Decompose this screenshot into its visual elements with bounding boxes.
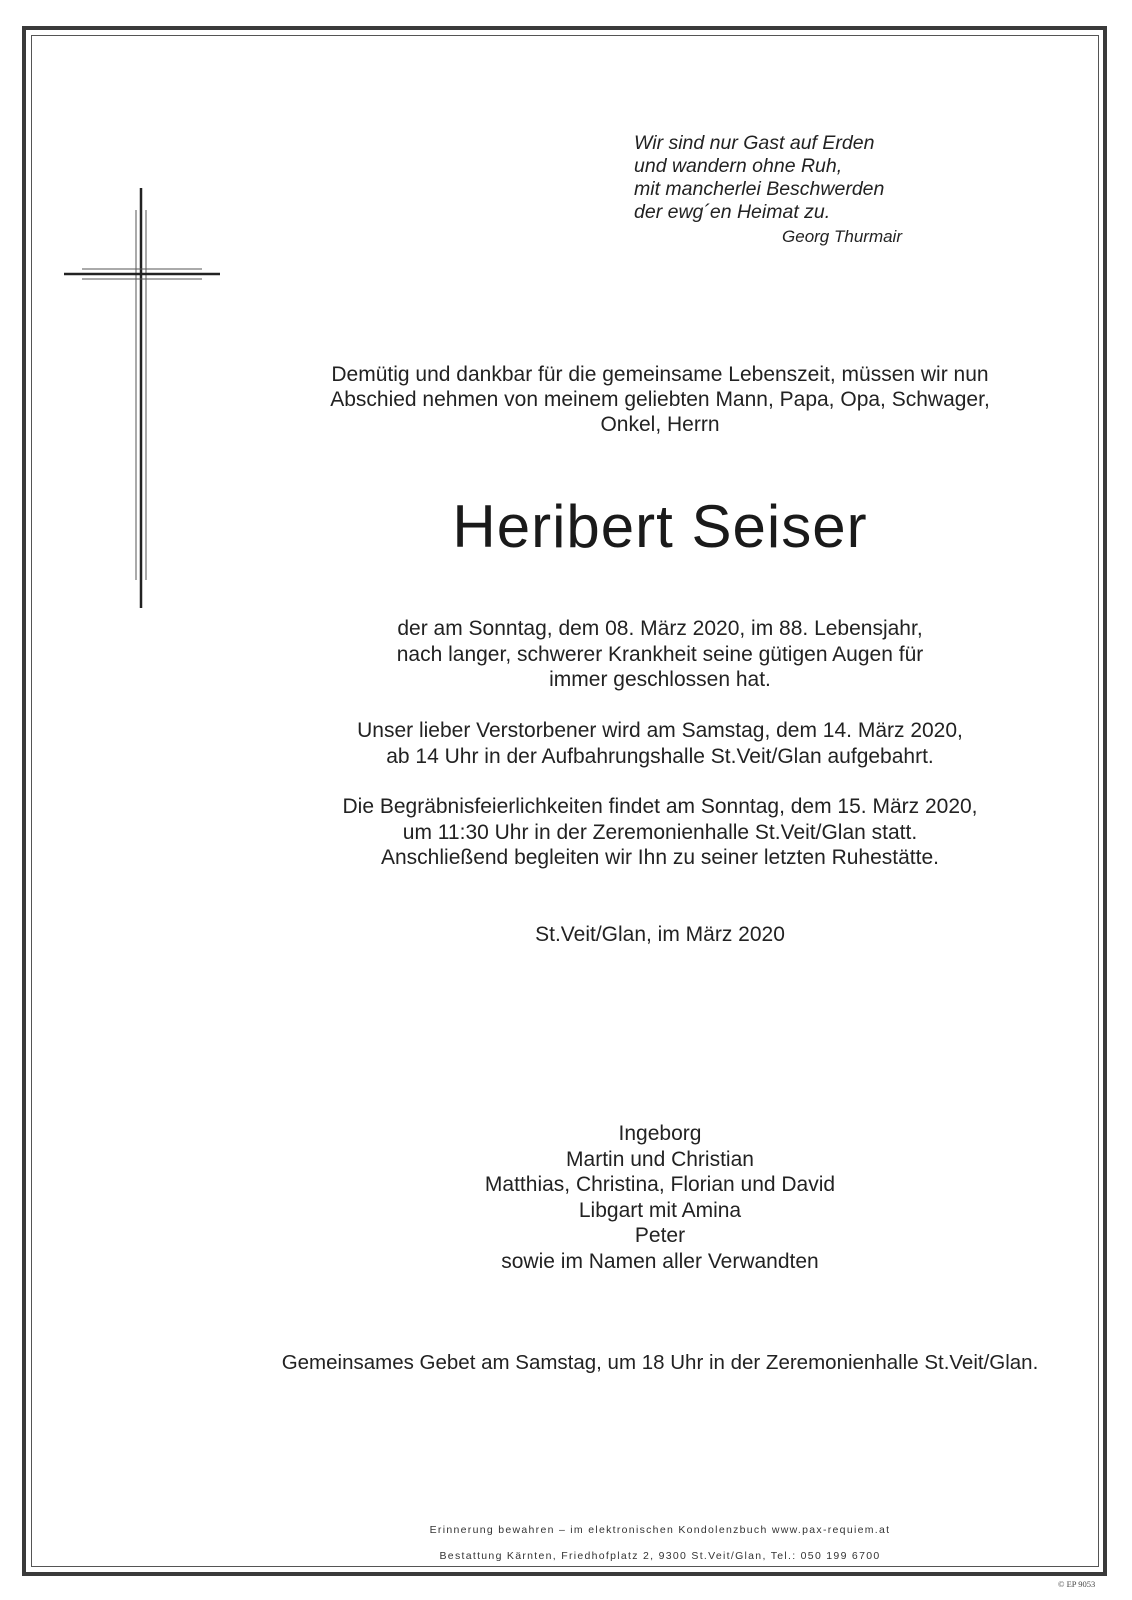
viewing-line: Unser lieber Verstorbener wird am Samstag, dem 14. März 2020, xyxy=(357,719,963,742)
viewing-info xyxy=(250,718,1070,769)
funeral-line: Anschließend begleiten wir Ihn zu seiner letzten Ruhestätte. xyxy=(381,846,939,869)
poem-line: der ewg´en Heimat zu. xyxy=(634,201,831,223)
prayer-notice: Gemeinsames Gebet am Samstag, um 18 Uhr in der Zeremonienhalle St.Veit/Glan. xyxy=(281,1351,1039,1374)
footer-kondolenz: Erinnerung bewahren – im elektronischen Kondolenzbuch www.pax-requiem.at xyxy=(429,1524,891,1536)
intro-line: Onkel, Herrn xyxy=(600,413,720,436)
mourner: sowie im Namen aller Verwandten xyxy=(501,1249,819,1273)
death-notice-line: nach langer, schwerer Krankheit seine gütigen Augen für xyxy=(396,642,924,666)
poem-line: und wandern ohne Ruh, xyxy=(634,155,843,177)
funeral-line: um 11:30 Uhr in der Zeremonienhalle St.Veit/Glan statt. xyxy=(402,820,918,844)
cross-icon xyxy=(64,188,224,608)
intro-text xyxy=(250,362,1070,437)
mourner: Ingeborg xyxy=(618,1122,702,1145)
deceased-name: Heribert Seiser xyxy=(452,493,868,560)
print-code: © EP 9053 xyxy=(1058,1579,1096,1589)
footer-address: Bestattung Kärnten, Friedhofplatz 2, 9300 St.Veit/Glan, Tel.: 050 199 6700 xyxy=(439,1550,881,1562)
poem-line: Wir sind nur Gast auf Erden xyxy=(634,132,875,154)
intro-line: Abschied nehmen von meinem geliebten Mann, Papa, Opa, Schwager, xyxy=(330,388,990,411)
poem-line: mit mancherlei Beschwerden xyxy=(634,178,885,200)
intro-line: Demütig und dankbar für die gemeinsame Lebenszeit, müssen wir nun xyxy=(331,363,989,386)
mourner: Matthias, Christina, Florian und David xyxy=(484,1173,836,1196)
death-notice-line: immer geschlossen hat. xyxy=(549,668,771,691)
poem xyxy=(634,132,934,248)
death-notice xyxy=(250,616,1070,693)
mourners-list xyxy=(250,1121,1070,1274)
poem-author: Georg Thurmair xyxy=(782,227,902,246)
funeral-info xyxy=(250,794,1070,871)
mourner: Libgart mit Amina xyxy=(578,1198,742,1222)
mourner: Peter xyxy=(634,1224,686,1247)
viewing-line: ab 14 Uhr in der Aufbahrungshalle St.Veit/Glan aufgebahrt. xyxy=(386,744,934,768)
place-date: St.Veit/Glan, im März 2020 xyxy=(535,923,785,946)
death-notice-line: der am Sonntag, dem 08. März 2020, im 88. Lebensjahr, xyxy=(397,617,923,640)
funeral-line: Die Begräbnisfeierlichkeiten findet am Sonntag, dem 15. März 2020, xyxy=(342,795,978,818)
mourner: Martin und Christian xyxy=(566,1147,754,1171)
